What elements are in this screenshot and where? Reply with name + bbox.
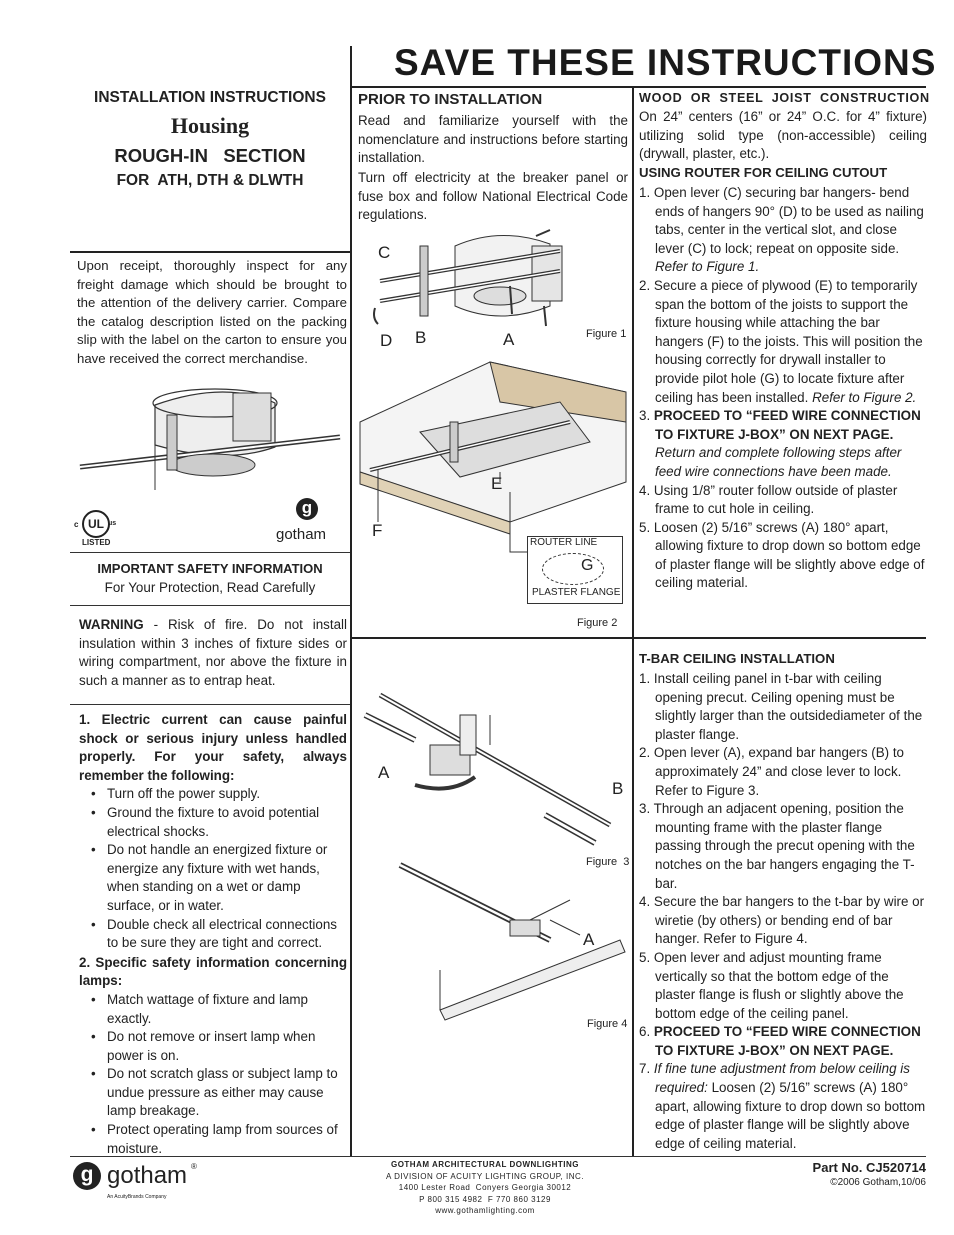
fig3-label-a: A: [378, 763, 390, 782]
left-head-rule: [70, 251, 350, 253]
tbar-step-7: 7. If fine tune adjustment from below ceiling is required: Loosen (2) 5/16” screws (A) 180° apart, allowing fixture to drop down so bottom edge of plaster flange will be slightly above edge of ceiling material.: [639, 1061, 926, 1151]
fig2-label-e: E: [491, 474, 503, 493]
warning-rule: [70, 704, 350, 705]
wood-steps: [639, 184, 927, 593]
item1-title: 1. Electric current can cause painful shock or serious injury unless handled properly. For your safety, always remember the following:: [79, 712, 347, 783]
item1-bullets: [79, 785, 347, 952]
tbar-step-2: 2. Open lever (A), expand bar hangers (B) to approximately 24” and close lever to lock. Refer to Figure 3.: [639, 745, 904, 798]
pilot-hole-label: G: [581, 557, 594, 574]
figure-3-drawing: [360, 685, 626, 845]
fig1-label-a: A: [503, 330, 515, 349]
fig3-label-b: B: [612, 779, 624, 798]
section-name: ROUGH-IN SECTION: [114, 145, 306, 166]
gotham-g-icon: g: [73, 1162, 101, 1190]
model-list: FOR ATH, DTH & DLWTH: [116, 172, 304, 189]
figure-2-drawing: [360, 362, 626, 552]
wood-step-3: 3. PROCEED TO “FEED WIRE CONNECTION TO FIXTURE J-BOX” ON NEXT PAGE. Return and complete following steps after feed wire connections have been made.: [639, 408, 921, 479]
wood-title: WOOD OR STEEL JOIST CONSTRUCTION: [639, 91, 930, 105]
footer-brand-reg: ®: [191, 1162, 197, 1171]
list-item: • Protect operating lamp from sources of moisture.: [79, 1121, 347, 1158]
company-division: A DIVISION OF ACUITY LIGHTING GROUP, INC.: [385, 1171, 584, 1181]
figure-2-caption: Figure 2: [577, 617, 618, 629]
column-divider-right: [632, 88, 634, 1156]
company-address: 1400 Lester Road Conyers Georgia 30012: [398, 1183, 572, 1192]
figure-3-caption: Figure 3: [586, 856, 630, 868]
safety-rule-bottom: [70, 605, 350, 606]
gotham-g-icon: g: [296, 498, 318, 520]
company-web: www.gothamlighting.com: [435, 1206, 535, 1215]
fig4-label-a: A: [583, 930, 595, 949]
tbar-step-1: 1. Install ceiling panel in t-bar with ceiling opening precut. Ceiling opening must be slightly larger than the outsidediameter of the plaster flange.: [639, 671, 923, 742]
warning-paragraph: [79, 616, 347, 690]
part-number: Part No. CJ520714: [812, 1160, 926, 1175]
ul-c-label: c: [74, 520, 79, 529]
housing-illustration: [75, 375, 345, 505]
wood-step-4: 4. Using 1/8” router follow outside of plaster frame to cut hole in ceiling.: [639, 482, 898, 517]
list-item: • Match wattage of fixture and lamp exactly.: [79, 991, 347, 1028]
safety-subtitle: For Your Protection, Read Carefully: [104, 580, 316, 595]
router-title: USING ROUTER FOR CEILING CUTOUT: [639, 165, 888, 180]
fig1-label-d: D: [380, 331, 393, 350]
prior-paragraph-2: Turn off electricity at the breaker panel or fuse box and follow National Electrical Code regulations.: [358, 170, 628, 223]
install-label: INSTALLATION INSTRUCTIONS: [94, 89, 326, 106]
receipt-paragraph: Upon receipt, thoroughly inspect for any freight damage which should be brought to the attention of the delivery carrier. Compare the catalog description listed on the packing slip with the label on the carton to ensure you have received the correct merchandise.: [77, 258, 347, 366]
warning-label: WARNING: [79, 617, 144, 632]
router-inset: [527, 536, 623, 604]
company-block: [360, 1159, 610, 1217]
router-line-label: ROUTER LINE: [530, 537, 598, 548]
list-item: • Do not handle an energized fixture or energize any fixture with wet hands, when standing on a wet or damp surface, or in water.: [79, 841, 347, 915]
ul-listed-label: LISTED: [82, 538, 111, 547]
item2-title: 2. Specific safety information concerning lamps:: [79, 954, 347, 989]
prior-title: PRIOR TO INSTALLATION: [358, 91, 543, 108]
product-name: Housing: [170, 113, 250, 138]
header-rule: [350, 86, 926, 88]
footer-brand: gotham: [107, 1162, 188, 1189]
wood-step-5: 5. Loosen (2) 5/16” screws (A) 180° apart, allowing fixture to drop down so bottom edge of plaster flange will be slightly above edge of ceiling material.: [639, 519, 925, 591]
tbar-steps: [639, 670, 927, 1153]
warning-text: - Risk of fire. Do not install insulation within 3 inches of fixture sides or wiring compartment, nor above the fixture in such a manner as to entrap heat.: [79, 617, 347, 688]
list-item: • Ground the fixture to avoid potential electrical shocks.: [79, 804, 347, 841]
gotham-logo-footer: [73, 1162, 213, 1206]
column-divider-left: [350, 46, 352, 1156]
figure-4-caption: Figure 4: [587, 1018, 628, 1030]
safety-title: IMPORTANT SAFETY INFORMATION: [97, 561, 323, 576]
page-title: SAVE THESE INSTRUCTIONS: [394, 42, 937, 83]
fig2-label-f: F: [372, 521, 383, 540]
copyright: ©2006 Gotham,10/06: [830, 1177, 926, 1188]
company-phone: P 800 315 4982 F 770 860 3129: [419, 1194, 551, 1204]
figure2-rule: [350, 637, 926, 639]
tbar-step-5: 5. Open lever and adjust mounting frame vertically so that the bottom edge of the plaster flange is flush or slightly above the bottom edge of the ceiling panel.: [639, 949, 904, 1021]
router-circle: [542, 553, 604, 585]
list-item: • Do not remove or insert lamp when power is on.: [79, 1028, 347, 1065]
tbar-step-4: 4. Secure the bar hangers to the t-bar by wire or wiretie (by others) or bending end of bar hanger. Refer to Figure 4.: [639, 894, 925, 947]
list-item: • Do not scratch glass or subject lamp to undue pressure as either may cause lamp breakage.: [79, 1065, 347, 1121]
item2-bullets: [79, 991, 347, 1158]
wood-step-2: 2. Secure a piece of plywood (E) to temporarily span the bottom of the joists to support the fixture housing while attaching the bar hangers (F) to the joists. This will position the housing correctly for drywall installer to provide pilot hole (G) to locate fixture after ceiling has been installed. Refer to Figure 2.: [639, 277, 923, 405]
safety-rule-top: [70, 552, 350, 553]
safety-list: [79, 711, 347, 1158]
prior-paragraph-1: Read and familiarize yourself with the nomenclature and instructions before starting installation.: [358, 113, 628, 166]
ul-us-label: us: [108, 520, 117, 527]
tbar-step-6: 6. PROCEED TO “FEED WIRE CONNECTION TO FIXTURE J-BOX” ON NEXT PAGE.: [639, 1024, 921, 1058]
wood-step-1: 1. Open lever (C) securing bar hangers- bend ends of hangers 90° (D) to be used as nailing tabs, center in the vertical slot, and close lever (C) to lock; repeat on opposite side. Refer to Figure 1.: [639, 185, 924, 275]
fig1-label-b: B: [415, 328, 427, 347]
gotham-small-text: gotham: [276, 526, 327, 543]
footer-brand-sub: An AcuityBrands Company: [107, 1194, 167, 1200]
plaster-flange-label: PLASTER FLANGE: [532, 587, 621, 598]
tbar-step-3: 3. Through an adjacent opening, position the mounting frame with the plaster flange passing through the precut opening with the notches on the bar hangers engaging the T-bar.: [639, 801, 915, 891]
ul-listed-mark: UL c us LISTED: [74, 510, 110, 550]
tbar-title: T-BAR CEILING INSTALLATION: [639, 651, 835, 666]
gotham-logo-small: [276, 498, 342, 548]
wood-intro: On 24” centers (16” or 24” O.C. for 4” fixture) utilizing solid type (non-accessible) ceiling (drywall, plaster, etc.).: [639, 109, 927, 162]
fig1-label-c: C: [378, 243, 391, 262]
figure-1-caption: Figure 1: [586, 328, 627, 340]
list-item: • Turn off the power supply.: [79, 785, 347, 804]
list-item: • Double check all electrical connections to be sure they are tight and correct.: [79, 916, 347, 953]
company-name: GOTHAM ARCHITECTURAL DOWNLIGHTING: [390, 1160, 580, 1169]
